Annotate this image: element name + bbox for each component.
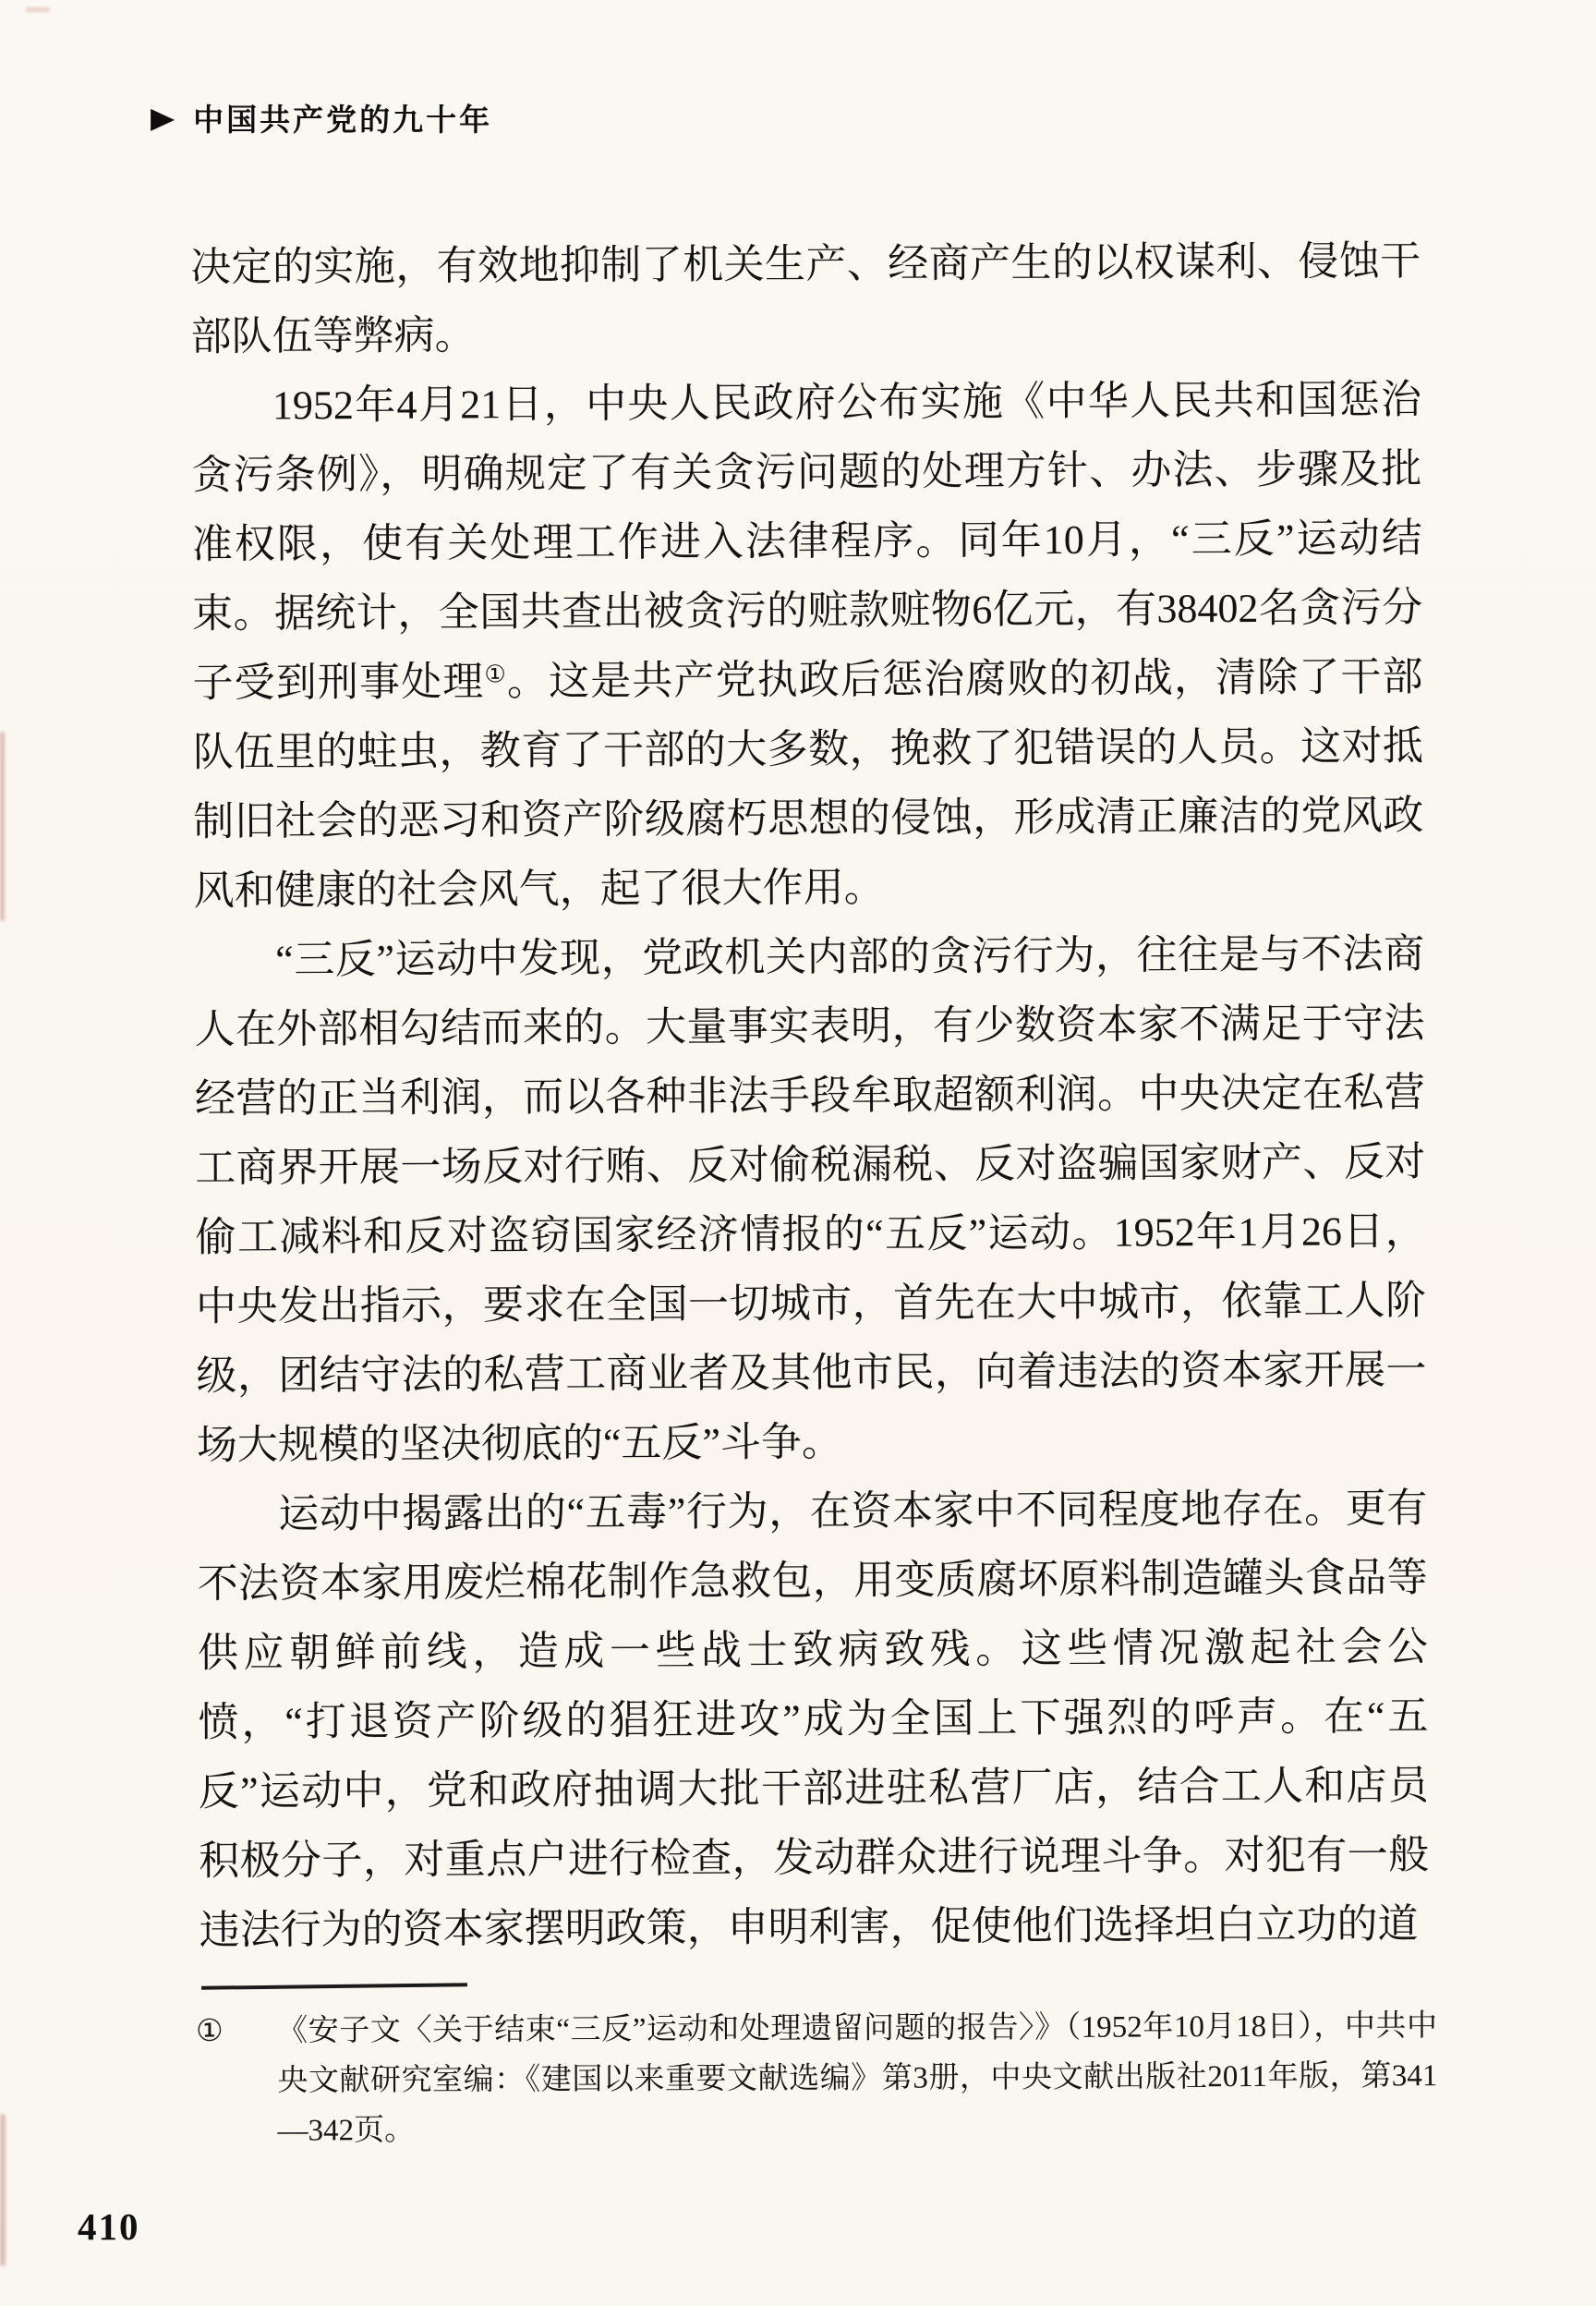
paragraph-text: 。这是共产党执政后惩治腐败的初战，清除了干部队伍里的蛀虫，教育了干部的大多数，挽救了犯错误的人员。这对抵制旧社会的恶习和资产阶级腐朽思想的侵蚀，形成清正廉洁的党风政风和健康的社会风气，起了很大作用。 (192, 654, 1424, 914)
paragraph: 决定的实施，有效地抑制了机关生产、经商产生的以权谋利、侵蚀干部队伍等弊病。 (190, 238, 1421, 359)
footnote-text: 《安子文〈关于结束“三反”运动和处理遗留问题的报告〉》（1952年10月18日），中共中央文献研究室编：《建国以来重要文献选编》第3册，中央文献出版社2011年版，第341—342页。 (277, 2009, 1438, 2148)
scan-edge-mark (0, 2114, 6, 2266)
footnote-separator (201, 1983, 467, 1990)
paragraph: “三反”运动中发现，党政机关内部的贪污行为，往往是与不法商人在外部相勾结而来的。大量事实表明，有少数资本家不满足于守法经营的正当利润，而以各种非法手段牟取超额利润。中央决定在私营工商界开展一场反对行贿、反对偷税漏税、反对盗骗国家财产、反对偷工减料和反对盗窃国家经济情报的“五反”运动。1952年1月26日，中央发出指示，要求在全国一切城市，首先在大中城市，依靠工人阶级，团结守法的私营工商业者及其他市民，向着违法的资本家开展一场大规模的坚决彻底的“五反”斗争。 (194, 931, 1427, 1468)
page-header (151, 96, 492, 140)
page-number: 410 (78, 2205, 140, 2248)
paragraph-text: 1952年4月21日，中央人民政府公布实施《中华人民共和国惩治贪污条例》，明确规定了有关贪污问题的处理方针、办法、步骤及批准权限，使有关处理工作进入法律程序。同年10月，“三反”运动结束。据统计，全国共查出被贪污的赃款赃物6亿元，有38402名贪污分子受到刑事处理 (191, 377, 1423, 706)
book-title: 中国共产党的九十年 (193, 103, 493, 137)
footnote-ref-marker: ① (484, 661, 507, 688)
right-triangle-icon: ▶ (151, 101, 175, 135)
body-text (190, 226, 1430, 1965)
footnote (196, 2001, 1438, 2156)
scan-edge-mark (26, 7, 50, 12)
scan-edge-mark (0, 732, 5, 921)
paragraph: 运动中揭露出的“五毒”行为，在资本家中不同程度地存在。更有不法资本家用废烂棉花制作急救包，用变质腐坏原料制造罐头食品等供应朝鲜前线，造成一些战士致病致残。这些情况激起社会公愤，“打退资产阶级的猖狂进攻”成为全国上下强烈的呼声。在“五反”运动中，党和政府抽调大批干部进驻私营厂店，结合工人和店员积极分子，对重点户进行检查，发动群众进行说理斗争。对犯有一般违法行为的资本家摆明政策，申明利害，促使他们选择坦白立功的道 (197, 1486, 1430, 1953)
paragraph (191, 365, 1424, 926)
footnote-marker: ① (196, 2014, 224, 2048)
